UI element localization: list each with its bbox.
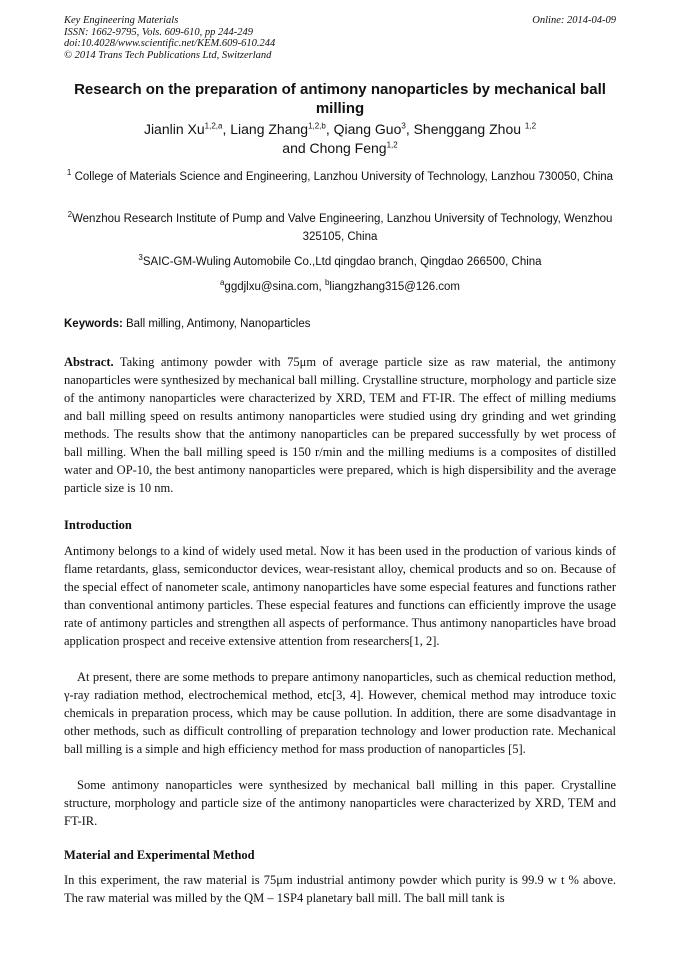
keywords-label: Keywords: xyxy=(64,318,123,330)
author: Shenggang Zhou $^{1,2}$ xyxy=(413,121,537,137)
affiliation-2: $^2$Wenzhou Research Institute of Pump and Valve Engineering, Lanzhou University of Technology, Wenzhou 325105, China xyxy=(67,210,613,243)
running-header xyxy=(64,15,616,61)
keywords-text: Ball milling, Antimony, Nanoparticles xyxy=(122,318,311,330)
author: Liang Zhang$^{1,2,b}$, xyxy=(230,121,334,137)
abstract xyxy=(64,353,616,497)
author: Qiang Guo$^3$, xyxy=(333,121,414,137)
author: and Chong Feng$^{1,2}$ xyxy=(282,140,398,156)
affiliation-3: $^3$SAIC-GM-Wuling Automobile Co.,Ltd qingdao branch, Qingdao 266500, China xyxy=(138,253,542,268)
abstract-text: Taking antimony powder with 75μm of average particle size as raw material, the antimony nanoparticles were synthesized by mechanical ball milling. Crystalline structure, morphology and particle size of the antimony nanoparticles were characterized by XRD, TEM and FT-IR. The effect of milling mediums and ball milling speed on results antimony nanoparticles were studied using dry grinding and wet grinding methods. The results show that the antimony nanoparticles can be prepared successfully by wet process of ball milling. When the ball milling speed is 150 r/min and the milling mediums is a composites of distilled water and OP-10, the best antimony nanoparticles were prepared, which is high dispersibility and the average particle size is 10 nm. xyxy=(64,355,616,495)
journal-name: Key Engineering Materials xyxy=(64,15,179,26)
author-emails: $^a$ggdjlxu@sina.com, $^b$liangzhang315@126.com xyxy=(219,278,461,293)
introduction-paragraph-3: Some antimony nanoparticles were synthesized by mechanical ball milling in this paper. Crystalline structure, morphology and particle size of the antimony nanoparticles were characterized by XRD, TEM and FT-IR. xyxy=(64,778,616,828)
paper-title: Research on the preparation of antimony nanoparticles by mechanical ball milling xyxy=(74,81,606,117)
issn-line: ISSN: 1662-9795, Vols. 609-610, pp 244-249 xyxy=(64,26,253,38)
introduction-paragraph-1: Antimony belongs to a kind of widely used metal. Now it has been used in the production of various kinds of flame retardants, glass, semiconductor devices, wear-resistant alloy, chemical products and so on. Because of the special effect of nanometer scale, antimony nanoparticles have some especial features and functions rather than conventional antimony particles. These especial features and functions can efficiently improve the usage rate of antimony particles and strengthen all aspects of performance. Thus antimony nanoparticles have broad application prospect and receive extensive attention from researchers[1, 2]. xyxy=(64,544,616,648)
abstract-label: Abstract. xyxy=(64,355,114,369)
keywords xyxy=(64,318,616,330)
affiliation-1: $^1$ College of Materials Science and Engineering, Lanzhou University of Technology, Lanzhou 730050, China xyxy=(66,168,614,183)
introduction-heading: Introduction xyxy=(64,518,132,532)
author: Jianlin Xu$^{1,2,a}$, xyxy=(143,121,231,137)
introduction-paragraph-2: At present, there are some methods to prepare antimony nanoparticles, such as chemical reduction method, γ-ray radiation method, electrochemical method, etc[3, 4]. However, chemical method may introduce toxic chemicals in preparation process, which may be cause pollution. In addition, there are some disadvantage in other methods, such as difficult controlling of preparation technology and lower production rate. Mechanical ball milling is a simple and high efficiency method for mass production of nanoparticles [5]. xyxy=(64,670,616,756)
author-list xyxy=(64,120,616,158)
doi-line: doi:10.4028/www.scientific.net/KEM.609-610.244 xyxy=(64,38,276,49)
methods-heading: Material and Experimental Method xyxy=(64,848,255,862)
online-date: Online: 2014-04-09 xyxy=(532,15,616,26)
methods-paragraph-1: In this experiment, the raw material is 75μm industrial antimony powder which purity is 99.9 w t % above. The raw material was milled by the QM – 1SP4 planetary ball mill. The ball mill tank is xyxy=(64,873,616,905)
copyright-line: © 2014 Trans Tech Publications Ltd, Switzerland xyxy=(64,49,272,61)
